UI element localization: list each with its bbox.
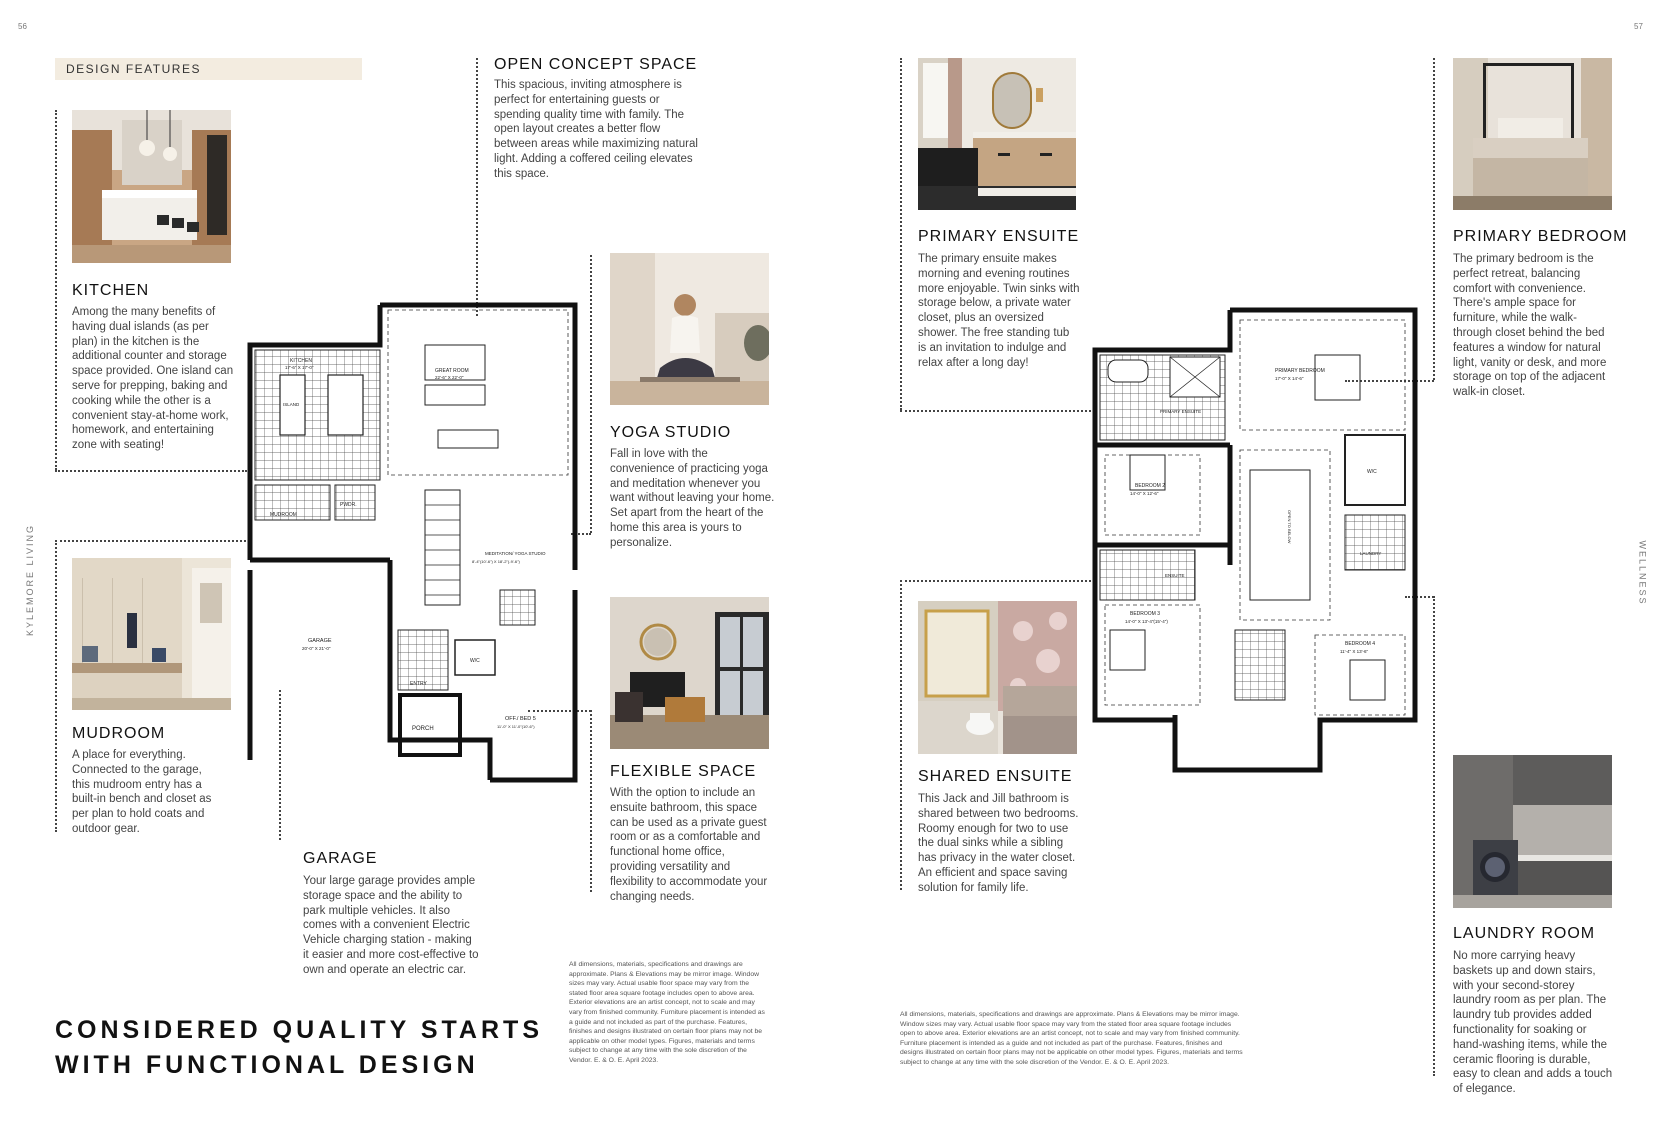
- wic-label: W/C: [470, 658, 480, 664]
- disclaimer-left: All dimensions, materials, specifications and drawings are approximate. Plans & Elevations may be mirror image. Window sizes may vary. Actual usable floor space may vary from the stated floor area square footage includes open to above area. Exterior elevations are an artist concept, not to scale and may vary from finished community. Furniture placement is intended as a guide and not included as part of the purchase. Features, finishes and designs illustrated on certain floor plans may not be applicable on other model types. Figures, materials and terms subject to change at any time with the sole discretion of the Vendor. E. & O. E. April 2023.: [569, 961, 765, 1064]
- primary-ensuite-body: The primary ensuite makes morning and evening routines more enjoyable. Twin sinks with storage below, a private water closet, plus an oversized shower. The free standing tub is an invitation to indulge and relax after a long day!: [918, 253, 1080, 369]
- second-floor-plan: [1090, 305, 1420, 795]
- garage-body: Your large garage provides ample storage space and the ability to park multiple vehicles. It also comes with a convenient Electric Vehicle charging station - making it easier and more cost-effective to own and operate an electric car.: [303, 875, 479, 976]
- side-label-right: WELLNESS: [1637, 540, 1648, 606]
- leader-flexible-v: [590, 710, 592, 892]
- pwdr-label: PWDR.: [340, 502, 357, 508]
- page-number-left: 56: [18, 22, 27, 31]
- yoga-body: Fall in love with the convenience of practicing yoga and meditation whenever you want without leaving your home. Set apart from the heart of the home this area is yours to personalize.: [610, 448, 775, 549]
- great-room-dim: 22'-6" X 22'-0": [435, 375, 464, 380]
- leader-shared-ensuite-v: [900, 580, 902, 890]
- leader-laundry-v: [1433, 596, 1435, 1076]
- design-features-tag: DESIGN FEATURES: [55, 58, 362, 80]
- primary-bedroom-plan-label: PRIMARY BEDROOM: [1275, 368, 1325, 374]
- meditation-label: MEDITATION/ YOGA STUDIO: [485, 551, 546, 556]
- leader-primary-ensuite-h: [900, 410, 1095, 412]
- shared-ensuite-body: This Jack and Jill bathroom is shared between two bedrooms. Roomy enough for two to use the dual sinks while a sibling has privacy in the water closet. An efficient and space saving solution for family life.: [918, 793, 1079, 894]
- bedroom3-label: BEDROOM 3: [1130, 611, 1161, 617]
- leader-kitchen-v: [55, 110, 57, 470]
- island-label: ISLAND: [283, 402, 300, 407]
- bedroom4-dim: 11'-4" X 13'-6": [1340, 649, 1369, 654]
- open-to-below-label: OPEN TO BELOW: [1287, 510, 1292, 544]
- mudroom-body: A place for everything. Connected to the garage, this mudroom entry has a built-in bench and closet as per plan to hold coats and outdoor gear.: [72, 749, 212, 835]
- flexible-space-body: With the option to include an ensuite bathroom, this space can be used as a private guest room or as a comfortable and functional home office, providing versatility and flexibility to accommodate your changing needs.: [610, 787, 768, 903]
- mudroom-photo: [72, 558, 231, 710]
- bedroom3-dim: 14'-0" X 13'-4"(15'-4"): [1125, 619, 1168, 624]
- leader-shared-ensuite-h: [900, 580, 1095, 582]
- porch-label: PORCH: [412, 726, 434, 732]
- primary-ensuite-plan-label: PRIMARY ENSUITE: [1160, 409, 1202, 414]
- page-number-right: 57: [1634, 22, 1643, 31]
- kitchen-label: KITCHEN: [290, 358, 312, 364]
- mudroom-title: MUDROOM: [72, 725, 166, 742]
- kitchen-body: Among the many benefits of having dual islands (as per plan) in the kitchen is the additional counter and storage space provided. One island can serve for prepping, baking and cooking while the other is a convenient stay-at-home work, homework, and entertaining zone with seating!: [72, 306, 234, 452]
- great-room-label: GREAT ROOM: [435, 368, 469, 374]
- primary-bedroom-body: The primary bedroom is the perfect retreat, balancing comfort with convenience. There's ample space for furniture, while the walk-through closet behind the bed features a window for natural light, vanity or desk, and more storage on top of the adjacent walk-in closet.: [1453, 253, 1607, 399]
- kitchen-dim: 17'-6" X 17'-0": [285, 365, 314, 370]
- meditation-dim: 8'-4"(10'-6") X 18'-2"(-9'-6"): [472, 559, 520, 564]
- garage-label: GARAGE: [308, 638, 332, 644]
- leader-mudroom-v: [55, 540, 57, 832]
- mudroom-label: MUDROOM: [270, 512, 297, 518]
- leader-yoga-v: [590, 255, 592, 533]
- leader-mudroom-h: [55, 540, 250, 542]
- bedroom2-label: BEDROOM 2: [1135, 483, 1166, 489]
- kitchen-title: KITCHEN: [72, 282, 150, 299]
- wic-plan-label: W/C: [1367, 469, 1377, 475]
- office-label: OFF./ BED 5: [505, 716, 536, 722]
- garage-dim: 20'-0" X 21'-0": [302, 646, 331, 651]
- entry-label: ENTRY: [410, 681, 427, 687]
- primary-ensuite-photo: [918, 58, 1076, 210]
- leader-open-concept: [476, 58, 478, 316]
- primary-bedroom-title: PRIMARY BEDROOM: [1453, 228, 1628, 245]
- headline: [55, 1013, 543, 1083]
- office-dim: 11'-0" X 11'-0"(10'-6"): [497, 724, 535, 729]
- headline-line-2: WITH FUNCTIONAL DESIGN: [55, 1051, 479, 1079]
- laundry-room-body: No more carrying heavy baskets up and down stairs, with your second-storey laundry room as per plan. The laundry tub provides added functionality for soaking or hand-washing items, while the ceramic flooring is durable, easy to clean and adds a touch of elegance.: [1453, 950, 1613, 1096]
- leader-primary-bedroom-v: [1433, 58, 1435, 380]
- bedroom2-dim: 14'-0" X 12'-6": [1130, 491, 1159, 496]
- primary-bedroom-plan-dim: 17'-0" X 14'-6": [1275, 376, 1304, 381]
- garage-title: GARAGE: [303, 850, 378, 867]
- laundry-room-title: LAUNDRY ROOM: [1453, 925, 1596, 942]
- primary-bedroom-photo: [1453, 58, 1612, 210]
- primary-ensuite-title: PRIMARY ENSUITE: [918, 228, 1080, 245]
- leader-primary-ensuite-v: [900, 58, 902, 410]
- shared-ensuite-title: SHARED ENSUITE: [918, 768, 1073, 785]
- disclaimer-right: All dimensions, materials, specifications and drawings are approximate. Plans & Elevations may be mirror image. Window sizes may vary. Actual usable floor space may vary from the stated floor area square footage includes open to above area. Exterior elevations are an artist concept, not to scale and may vary from finished community. Furniture placement is intended as a guide and not included as part of the purchase. Features, finishes and designs illustrated on certain floor plans may not be applicable on other model types. Figures, materials and terms subject to change at any time with the sole discretion of the Vendor. E. & O. E. April 2023.: [900, 1011, 1243, 1066]
- kitchen-photo: [72, 110, 231, 263]
- laundry-plan-label: LAUNDRY: [1360, 551, 1382, 556]
- open-concept-body: This spacious, inviting atmosphere is perfect for entertaining guests or spending quality time with family. The open layout creates a better flow between areas while maximizing natural light. Adding a coffered ceiling elevates this space.: [494, 79, 698, 180]
- headline-line-1: CONSIDERED QUALITY STARTS: [55, 1016, 543, 1044]
- laundry-room-photo: [1453, 755, 1612, 908]
- bedroom4-label: BEDROOM 4: [1345, 641, 1376, 647]
- yoga-title: YOGA STUDIO: [610, 424, 732, 441]
- ensuite-label: ENSUITE: [1165, 573, 1185, 578]
- flexible-space-photo: [610, 597, 769, 749]
- leader-kitchen-h: [55, 470, 247, 472]
- shared-ensuite-photo: [918, 601, 1077, 754]
- yoga-photo: [610, 253, 769, 405]
- flexible-space-title: FLEXIBLE SPACE: [610, 763, 757, 780]
- ground-floor-plan: [240, 300, 580, 820]
- side-label-left: KYLEMORE LIVING: [25, 523, 36, 637]
- open-concept-title: OPEN CONCEPT SPACE: [494, 56, 698, 73]
